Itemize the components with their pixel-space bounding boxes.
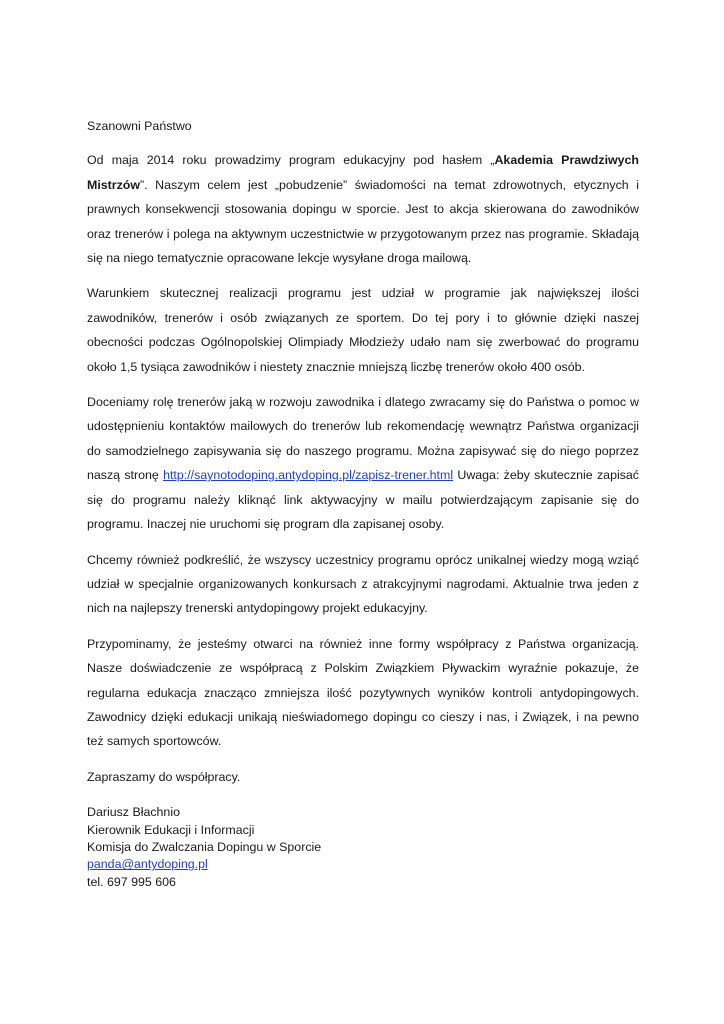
signer-position: Kierownik Edukacji i Informacji xyxy=(87,822,255,837)
signup-link[interactable]: http://saynotodoping.antydoping.pl/zapisz-trener.html xyxy=(163,468,454,483)
paragraph-participation: Warunkiem skutecznej realizacji programu jest udział w programie jak największej ilości zawodników, trenerów i osób związanych ze sportem. Do tej pory i to głównie dzięki naszej obecności podczas Ogólnopolskiej Olimpiady Młodzieży udało nam się zwerbować do programu około 1,5 tysiąca zawodników i niestety znacznie mniejszą liczbę trenerów około 400 osób. xyxy=(87,286,639,374)
salutation: Szanowni Państwo xyxy=(87,119,192,133)
p3-text-before: Doceniamy rolę trenerów jaką w rozwoju zawodnika i dlatego zwracamy się do Państwa o pomoc w udostępnieniu kontaktów mailowych do trenerów lub rekomendację wewnątrz Państwa organizacji do samodzielnego zapisywania się do naszego programu. Można zapisywać się do niego poprzez naszą stronę xyxy=(87,395,639,483)
paragraph-program-intro xyxy=(87,148,639,270)
signer-organization: Komisja do Zwalczania Dopingu w Sporcie xyxy=(87,839,322,854)
signer-phone: tel. 697 995 606 xyxy=(87,874,176,889)
p3-text-after: Uwaga: żeby skutecznie zapisać się do programu należy kliknąć link aktywacyjny w mailu potwierdzającym zapisanie się do programu. Inaczej nie uruchomi się program dla zapisanej osoby. xyxy=(87,468,639,532)
paragraph-request xyxy=(87,390,639,536)
paragraph-contests: Chcemy również podkreślić, że wszyscy uczestnicy programu oprócz unikalnej wiedzy mogą wziąć udział w specjalnie organizowanych konkursach z atrakcyjnymi nagrodami. Aktualnie trwa jeden z nich na najlepszy trenerski antydopingowy projekt edukacyjny. xyxy=(87,552,639,616)
email-link[interactable]: panda@antydoping.pl xyxy=(87,857,208,872)
signature-block xyxy=(87,804,639,891)
p1-text-after: ”. Naszym celem jest „pobudzenie” świadomości na temat zdrowotnych, etycznych i prawnych konsekwencji stosowania dopingu w sporcie. Jest to akcja skierowana do zawodników oraz trenerów i polega na aktywnym uczestnictwie w przygotowanym przez nas programie. Składają się na niego tematycznie opracowane lekcje wysyłane droga mailową. xyxy=(87,177,639,266)
p1-text-before: Od maja 2014 roku prowadzimy program edukacyjny pod hasłem „ xyxy=(87,153,495,168)
signer-name: Dariusz Błachnio xyxy=(87,805,180,820)
letter-body xyxy=(87,114,639,891)
closing-line: Zapraszamy do współpracy. xyxy=(87,769,241,784)
paragraph-cooperation: Przypominamy, że jesteśmy otwarci na również inne formy współpracy z Państwa organizacją. Nasze doświadczenie ze współpracą z Polskim Związkiem Pływackim wyraźnie pokazuje, że regularna edukacja znacząco zmniejsza ilość pozytywnych wyników kontroli antydopingowych. Zawodnicy dzięki edukacji unikają nieświadomego dopingu co cieszy i nas, i Związek, i na pewno też samych sportowców. xyxy=(87,636,639,749)
program-name: Akademia Prawdziwych Mistrzów xyxy=(87,153,639,192)
